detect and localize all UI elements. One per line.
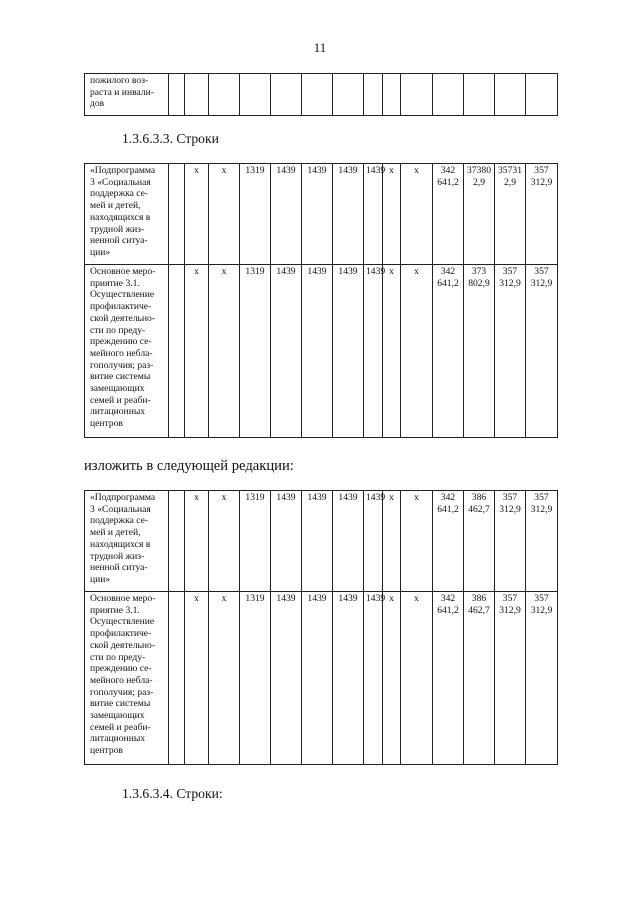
section-heading: 1.3.6.3.3. Строки	[122, 131, 219, 146]
empty-cell	[495, 74, 526, 116]
value-cell	[209, 164, 240, 265]
empty-cell	[464, 74, 495, 116]
value-cell	[464, 491, 495, 592]
table-row	[85, 265, 558, 438]
value-cell	[209, 592, 240, 765]
value-cell	[433, 592, 464, 765]
value-cell	[401, 265, 433, 438]
cell-value: х	[414, 165, 419, 176]
cell-value: 357 312,9	[530, 266, 553, 289]
value-cell	[433, 491, 464, 592]
cell-value: х	[414, 266, 419, 277]
body-paragraph: изложить в следующей редакции:	[84, 458, 294, 474]
value-cell	[302, 164, 333, 265]
cell-value: 373 802,9	[468, 266, 490, 289]
value-cell	[495, 592, 526, 765]
old-rows-table	[84, 163, 558, 438]
cell-value: 1439	[338, 593, 358, 604]
value-cell	[383, 164, 401, 265]
empty-cell	[240, 74, 271, 116]
cell-value: 1439	[307, 165, 327, 176]
cell-value: 1439	[366, 593, 386, 604]
cell-value: 1439	[366, 266, 386, 277]
empty-cell	[169, 164, 185, 265]
cell-value: х	[194, 593, 199, 604]
cell-value: 1439	[366, 165, 386, 176]
cell-value: 1319	[245, 266, 265, 277]
value-cell	[401, 491, 433, 592]
cell-value: 1439	[276, 492, 296, 503]
cell-value: 1439	[276, 593, 296, 604]
row-label-cell	[85, 592, 169, 765]
value-cell	[364, 164, 386, 265]
value-cell	[464, 592, 495, 765]
empty-cell	[383, 74, 401, 116]
empty-cell	[169, 592, 185, 765]
value-cell	[333, 164, 364, 265]
cell-value: х	[221, 593, 227, 604]
empty-cell	[209, 74, 240, 116]
value-cell	[464, 265, 495, 438]
cell-value: 342 641,2	[437, 165, 459, 188]
row-label-cell	[85, 491, 169, 592]
section-heading-next: 1.3.6.3.4. Строки:	[122, 786, 223, 801]
row-label: «Подпрограмма 3 «Социальная поддержка се- мей и детей, находящихся в трудной жиз- ненной ситуа- ции»	[90, 165, 156, 258]
value-cell	[240, 592, 271, 765]
cell-value: 1439	[307, 593, 327, 604]
value-cell	[240, 164, 271, 265]
page-number: 11	[313, 40, 327, 55]
cell-value: 342 641,2	[437, 266, 459, 289]
cell-value: 1319	[245, 165, 265, 176]
row-label-cell	[85, 265, 169, 438]
table-row	[85, 592, 558, 765]
cell-value: х	[389, 593, 394, 604]
empty-cell	[433, 74, 464, 116]
empty-cell	[169, 74, 185, 116]
value-cell	[185, 164, 209, 265]
value-cell	[240, 265, 271, 438]
value-cell	[495, 164, 526, 265]
cell-value: х	[389, 492, 394, 503]
value-cell	[185, 491, 209, 592]
value-cell	[333, 592, 364, 765]
empty-cell	[333, 74, 364, 116]
value-cell	[364, 491, 386, 592]
value-cell	[302, 592, 333, 765]
cell-value: 342 641,2	[437, 492, 459, 515]
value-cell	[302, 265, 333, 438]
value-cell	[185, 592, 209, 765]
value-cell	[271, 592, 302, 765]
cell-value: 386 462,7	[468, 492, 490, 515]
cell-value: 1439	[307, 492, 327, 503]
cell-value: 386 462,7	[468, 593, 490, 616]
empty-cell	[302, 74, 333, 116]
cell-value: 1319	[245, 492, 265, 503]
cell-value: х	[194, 266, 199, 277]
row-label: Основное меро- приятие 3.1. Осуществление профилактиче- ской деятельно- сти по преду- преждению се- мейного небла- гополучия; раз- витие системы замещающих семей и реаби- литационных центров	[90, 593, 156, 757]
empty-cell	[271, 74, 302, 116]
cell-value: 1439	[338, 492, 358, 503]
cell-value: 37380 2,9	[467, 165, 491, 188]
empty-cell	[169, 491, 185, 592]
value-cell	[383, 265, 401, 438]
empty-cell	[526, 74, 558, 116]
new-rows-table	[84, 490, 558, 765]
value-cell	[271, 164, 302, 265]
cell-value: 1439	[338, 266, 358, 277]
row-label: Основное меро- приятие 3.1. Осуществление профилактиче- ской деятельно- сти по преду- преждению се- мейного небла- гополучия; раз- витие системы замещающих семей и реаби- литационных центров	[90, 266, 156, 430]
cell-value: 35731 2,9	[498, 165, 522, 188]
value-cell	[383, 491, 401, 592]
value-cell	[271, 265, 302, 438]
cell-value: 1439	[338, 165, 358, 176]
row-label-cell: пожилого воз- раста и инвали- дов	[85, 74, 169, 116]
value-cell	[209, 491, 240, 592]
cell-value: х	[194, 492, 199, 503]
cell-value: х	[221, 165, 227, 176]
value-cell	[433, 164, 464, 265]
empty-cell	[185, 74, 209, 116]
continuation-table	[84, 73, 558, 116]
value-cell	[209, 265, 240, 438]
cell-value: 1439	[276, 266, 296, 277]
cell-value: х	[194, 165, 199, 176]
value-cell	[302, 491, 333, 592]
cell-value: х	[221, 266, 227, 277]
value-cell	[526, 265, 558, 438]
cell-value: х	[389, 165, 394, 176]
table-row	[85, 74, 558, 116]
value-cell	[401, 164, 433, 265]
value-cell	[185, 265, 209, 438]
cell-value: х	[414, 593, 419, 604]
empty-cell	[364, 74, 383, 116]
row-label: «Подпрограмма 3 «Социальная поддержка се- мей и детей, находящихся в трудной жиз- ненной ситуа- ции»	[90, 492, 156, 585]
cell-value: 1439	[307, 266, 327, 277]
row-label-cell	[85, 164, 169, 265]
empty-cell	[401, 74, 433, 116]
value-cell	[526, 592, 558, 765]
cell-value: 1439	[366, 492, 386, 503]
cell-value: х	[389, 266, 394, 277]
cell-value: 357 312,9	[530, 492, 553, 515]
cell-value: 357 312,9	[499, 266, 521, 289]
cell-value: х	[221, 492, 227, 503]
value-cell	[333, 265, 364, 438]
value-cell	[526, 164, 558, 265]
value-cell	[464, 164, 495, 265]
cell-value: 357 312,9	[499, 492, 521, 515]
value-cell	[383, 592, 401, 765]
cell-value: 1439	[276, 165, 296, 176]
value-cell	[364, 265, 386, 438]
cell-value: 1319	[245, 593, 265, 604]
cell-value: 357 312,9	[499, 593, 521, 616]
empty-cell	[169, 265, 185, 438]
value-cell	[240, 491, 271, 592]
table-row	[85, 491, 558, 592]
value-cell	[433, 265, 464, 438]
cell-value: 342 641,2	[437, 593, 459, 616]
cell-value: 357 312,9	[530, 165, 553, 188]
value-cell	[401, 592, 433, 765]
cell-value: х	[414, 492, 419, 503]
cell-value: 357 312,9	[530, 593, 553, 616]
table-row	[85, 164, 558, 265]
value-cell	[495, 265, 526, 438]
value-cell	[364, 592, 386, 765]
value-cell	[495, 491, 526, 592]
value-cell	[333, 491, 364, 592]
value-cell	[271, 491, 302, 592]
value-cell	[526, 491, 558, 592]
